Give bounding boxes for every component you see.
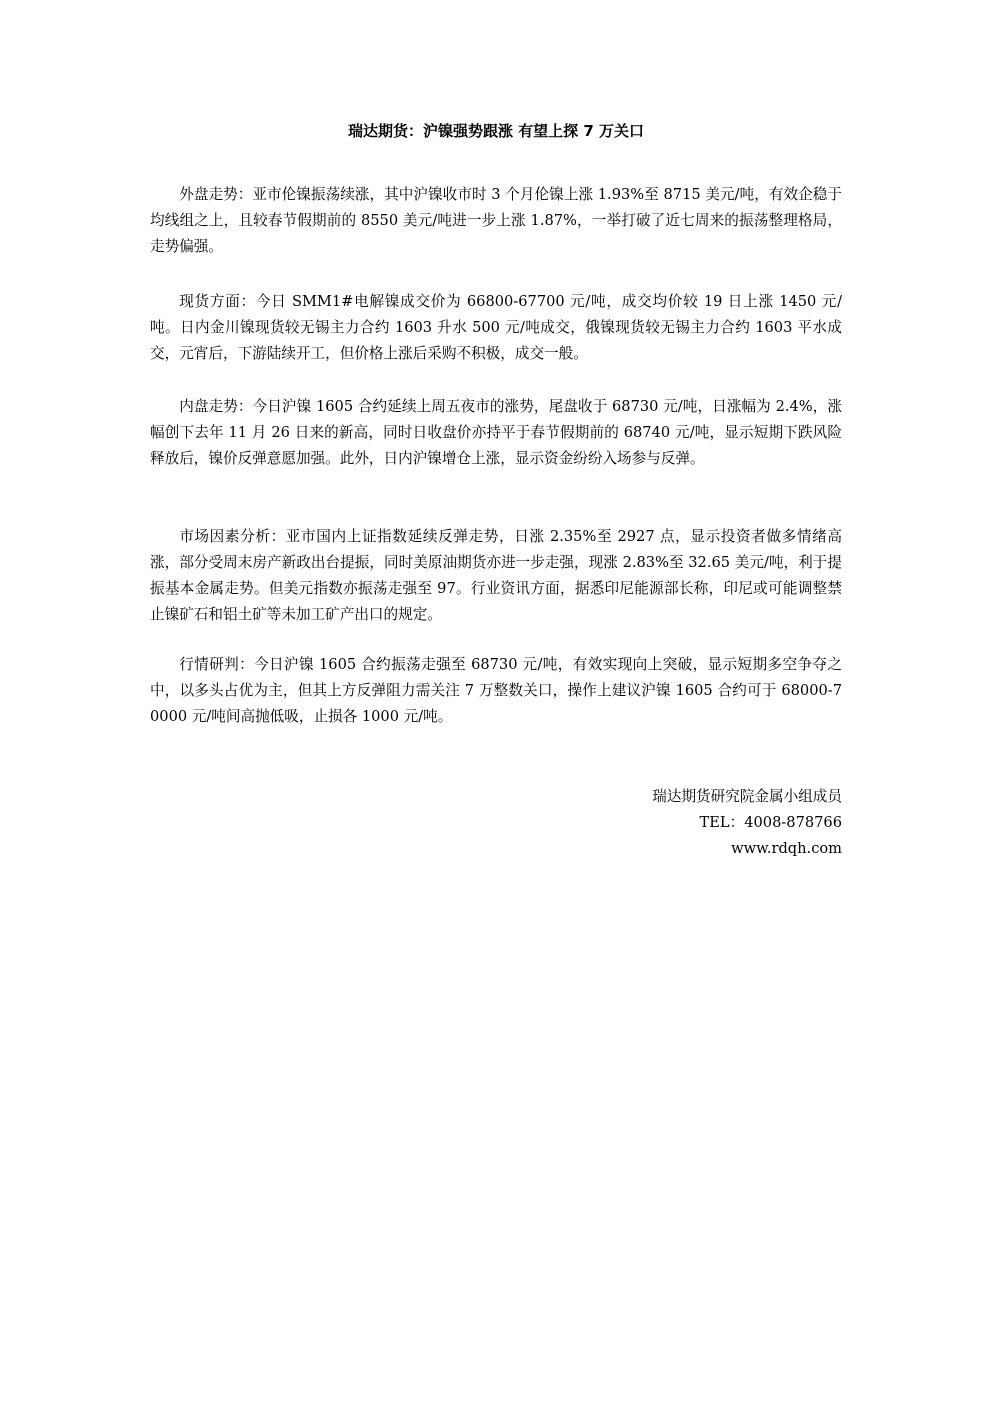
paragraph-domestic-market: 内盘走势：今日沪镍 1605 合约延续上周五夜市的涨势，尾盘收于 68730 元/吨，日涨幅为 2.4%，涨幅创下去年 11 月 26 日来的新高，同时日收盘价亦持平于春节假期前的 68740 元/吨，显示短期下跌风险释放后，镍价反弹意愿加强。此外，日内沪镍增仓上涨，显示资金纷纷入场参与反弹。 <box>150 398 842 467</box>
signature-org: 瑞达期货研究院金属小组成员 <box>652 788 842 805</box>
signature-website: www.rdqh.com <box>731 840 842 857</box>
paragraph-market-factors: 市场因素分析：亚市国内上证指数延续反弹走势，日涨 2.35%至 2927 点，显示投资者做多情绪高涨，部分受周末房产新政出台提振，同时美原油期货亦进一步走强，现涨 2.83%至 32.65 美元/吨，利于提振基本金属走势。但美元指数亦振荡走强至 97。行业资讯方面，据悉印尼能源部长称，印尼或可能调整禁止镍矿石和铝土矿等未加工矿产出口的规定。 <box>150 528 842 623</box>
signature-tel: TEL：4008-878766 <box>699 814 842 831</box>
paragraph-overseas-market: 外盘走势：亚市伦镍振荡续涨，其中沪镍收市时 3 个月伦镍上涨 1.93%至 8715 美元/吨，有效企稳于均线组之上，且较春节假期前的 8550 美元/吨进一步上涨 1.87%，一举打破了近七周来的振荡整理格局，走势偏强。 <box>150 186 842 255</box>
document-title: 瑞达期货：沪镍强势跟涨 有望上探 7 万关口 <box>347 122 645 140</box>
paragraph-spot-market: 现货方面：今日 SMM1#电解镍成交价为 66800-67700 元/吨，成交均价较 19 日上涨 1450 元/吨。日内金川镍现货较无锡主力合约 1603 升水 500 元/吨成交，俄镍现货较无锡主力合约 1603 平水成交，元宵后，下游陆续开工，但价格上涨后采购不积极，成交一般。 <box>150 293 842 362</box>
signature-block <box>500 784 842 862</box>
paragraph-outlook: 行情研判：今日沪镍 1605 合约振荡走强至 68730 元/吨，有效实现向上突破，显示短期多空争夺之中，以多头占优为主，但其上方反弹阻力需关注 7 万整数关口，操作上建议沪镍 1605 合约可于 68000-70000 元/吨间高抛低吸，止损各 1000 元/吨。 <box>150 656 842 725</box>
